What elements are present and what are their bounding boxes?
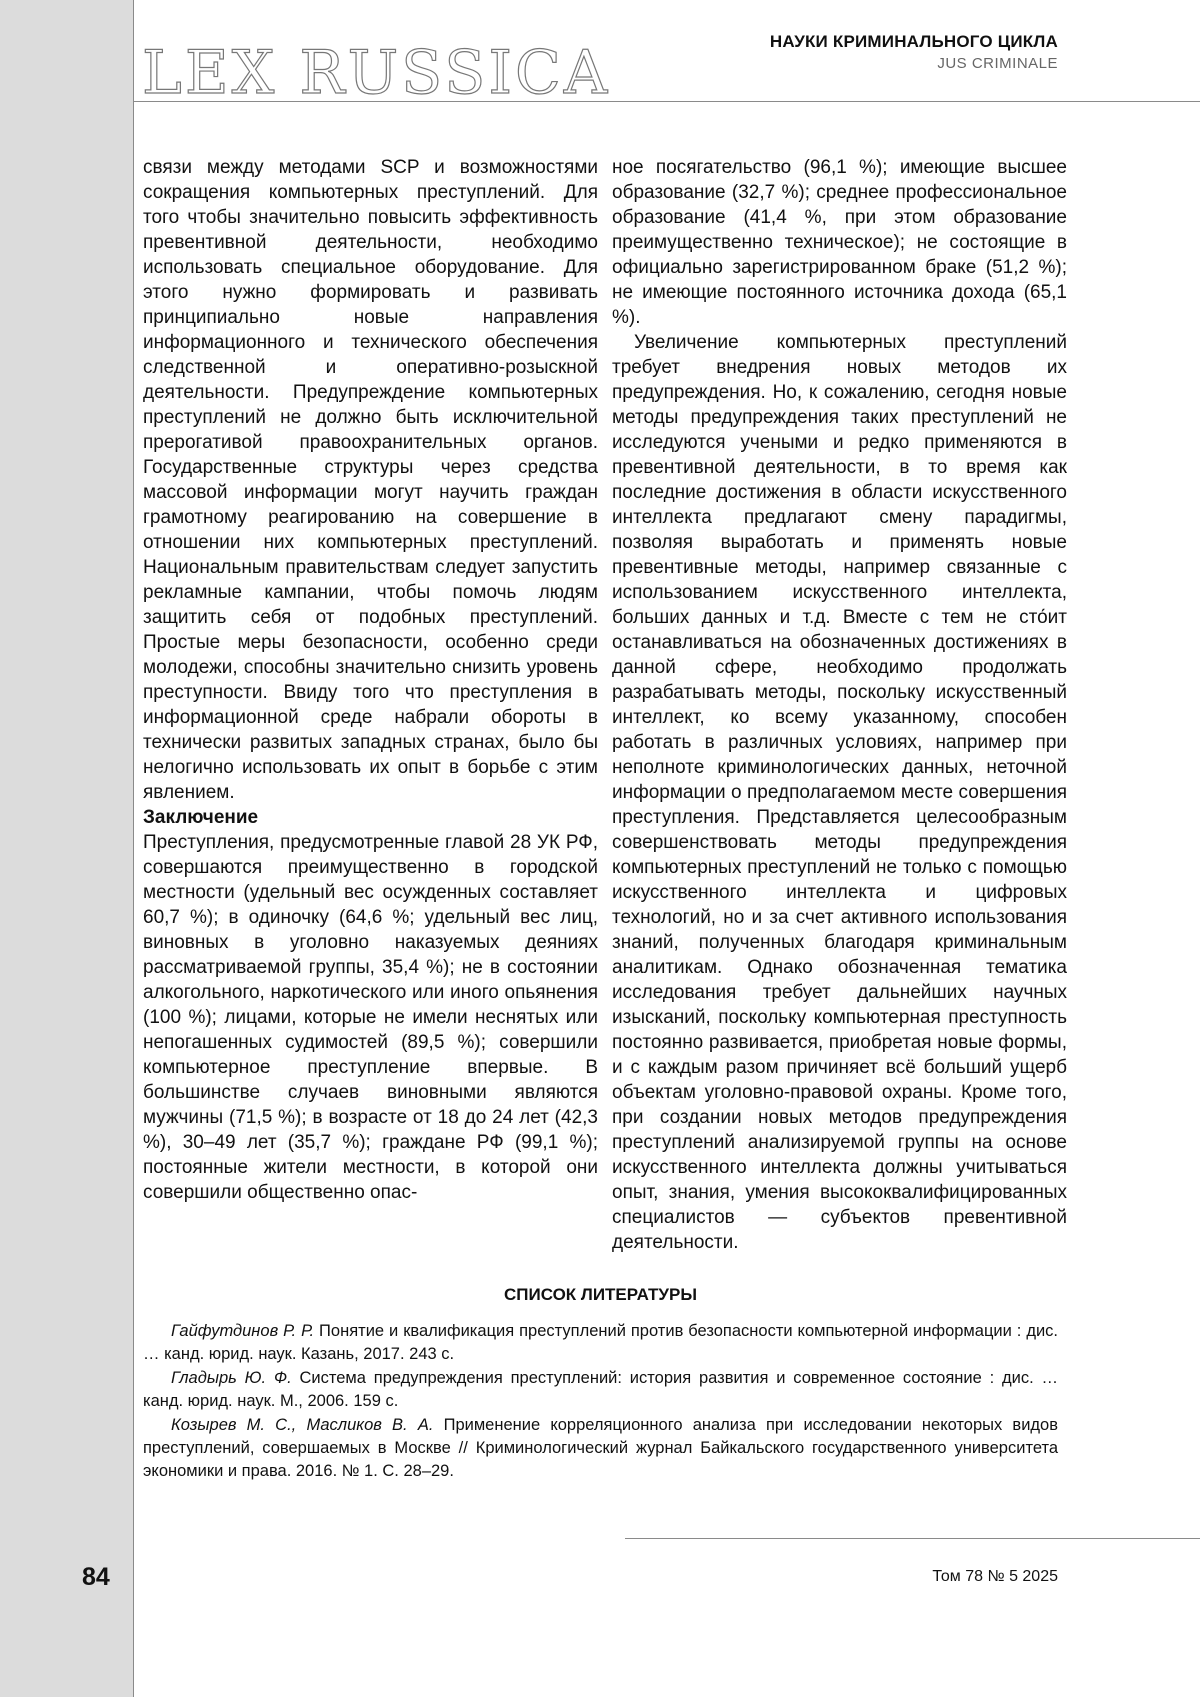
journal-logo: LEX RUSSICA: [142, 38, 610, 108]
margin-band: [0, 0, 133, 1697]
volume-issue: Том 78 № 5 2025: [932, 1568, 1058, 1586]
reference-author: Гладырь Ю. Ф.: [171, 1369, 292, 1387]
reference-item: [143, 1367, 1058, 1413]
section-subtitle: JUS CRIMINALE: [770, 55, 1058, 72]
conclusion-heading: Заключение: [143, 805, 598, 830]
right-column: [612, 155, 1067, 1255]
body-paragraph: связи между методами SCP и возможностями сокращения компьютерных преступлений. Для того чтобы значительно повысить эффективность превентивной деятельности, необходимо использовать специальное оборудование. Для этого нужно формировать и развивать принципиально новые направления информационного и технического обеспечения следственной и оперативно-розыскной деятельности. Предупреждение компьютерных преступлений не должно быть исключительной прерогативой правоохранительных органов. Государственные структуры через средства массовой информации могут научить граждан грамотному реагированию на совершение в отношении них компьютерных преступлений. Национальным правительствам следует запустить рекламные кампании, чтобы помочь людям защитить себя от подобных преступлений. Простые меры безопасности, особенно среди молодежи, способны значительно снизить уровень преступности. Ввиду того что преступления в информационной среде набрали обороты в технически развитых западных странах, было бы нелогично использовать их опыт в борьбе с этим явлением.: [143, 155, 598, 805]
reference-list: [143, 1283, 1058, 1484]
reference-item: [143, 1414, 1058, 1483]
body-paragraph: ное посягательство (96,1 %); имеющие высшее образование (32,7 %); среднее профессиональное образование (41,4 %, при этом образование преимущественно техническое); не состоящие в официально зарегистрированном браке (51,2 %); не имеющие постоянного источника дохода (65,1 %).: [612, 155, 1067, 330]
section-title: НАУКИ КРИМИНАЛЬНОГО ЦИКЛА: [770, 32, 1058, 52]
reference-text: Применение корреляционного анализа при исследовании некоторых видов преступлений, совершаемых в Москве // Криминологический журнал Байкальского государственного университета экономики и права. 2016. № 1. С. 28–29.: [143, 1416, 1058, 1480]
section-title-block: [770, 32, 1058, 72]
reference-author: Козырев М. С., Масликов В. А.: [171, 1416, 433, 1434]
body-paragraph: Увеличение компьютерных преступлений требует внедрения новых методов их предупреждения. Но, к сожалению, сегодня новые методы предупреждения таких преступлений не исследуются учеными и редко применяются в превентивной деятельности, в то время как последние достижения в области искусственного интеллекта предлагают смену парадигмы, позволяя выработать и применять новые превентивные методы, например связанные с использованием искусственного интеллекта, больших данных и т.д. Вместе с тем не сто́ит останавливаться на обозначенных достижениях в данной сфере, необходимо продолжать разрабатывать методы, поскольку искусственный интеллект, ко всему указанному, способен работать в различных условиях, например при неполноте криминологических данных, неточной информации о предполагаемом месте совершения преступления. Представляется целесообразным совершенствовать методы предупреждения компьютерных преступлений не только с помощью искусственного интеллекта и цифровых технологий, но и за счет активного использования знаний, полученных благодаря криминальным аналитикам. Однако обозначенная тематика исследования требует дальнейших научных изысканий, поскольку компьютерная преступность постоянно развивается, приобретая новые формы, и с каждым разом причиняет всё больший ущерб объектам уголовно-правовой охраны. Кроме того, при создании новых методов предупреждения преступлений анализируемой группы на основе искусственного интеллекта должны учитываться опыт, знания, умения высококвалифицированных специалистов — субъектов превентивной деятельности.: [612, 330, 1067, 1255]
margin-rule: [133, 0, 134, 1697]
reference-item: [143, 1320, 1058, 1366]
left-column: [143, 155, 598, 1205]
reference-author: Гайфутдинов Р. Р.: [171, 1322, 314, 1340]
reference-text: Понятие и квалификация преступлений против безопасности компьютерной информации : дис. … канд. юрид. наук. Казань, 2017. 243 с.: [143, 1322, 1058, 1363]
reference-text: Система предупреждения преступлений: история развития и современное состояние : дис. … канд. юрид. наук. М., 2006. 159 с.: [143, 1369, 1058, 1410]
page-number: 84: [82, 1563, 110, 1592]
body-paragraph: Преступления, предусмотренные главой 28 УК РФ, совершаются преимущественно в городской местности (удельный вес осужденных составляет 60,7 %); в одиночку (64,6 %; удельный вес лиц, виновных в уголовно наказуемых деяниях рассматриваемой группы, 35,4 %); не в состоянии алкогольного, наркотического или иного опьянения (100 %); лицами, которые не имели неснятых или непогашенных судимостей (89,5 %); совершили компьютерное преступление впервые. В большинстве случаев виновными являются мужчины (71,5 %); в возрасте от 18 до 24 лет (42,3 %), 30–49 лет (35,7 %); граждане РФ (99,1 %); постоянные жители местности, в которой они совершили общественно опас-: [143, 830, 598, 1205]
footer-rule: [625, 1538, 1200, 1539]
reference-list-title: СПИСОК ЛИТЕРАТУРЫ: [143, 1283, 1058, 1306]
